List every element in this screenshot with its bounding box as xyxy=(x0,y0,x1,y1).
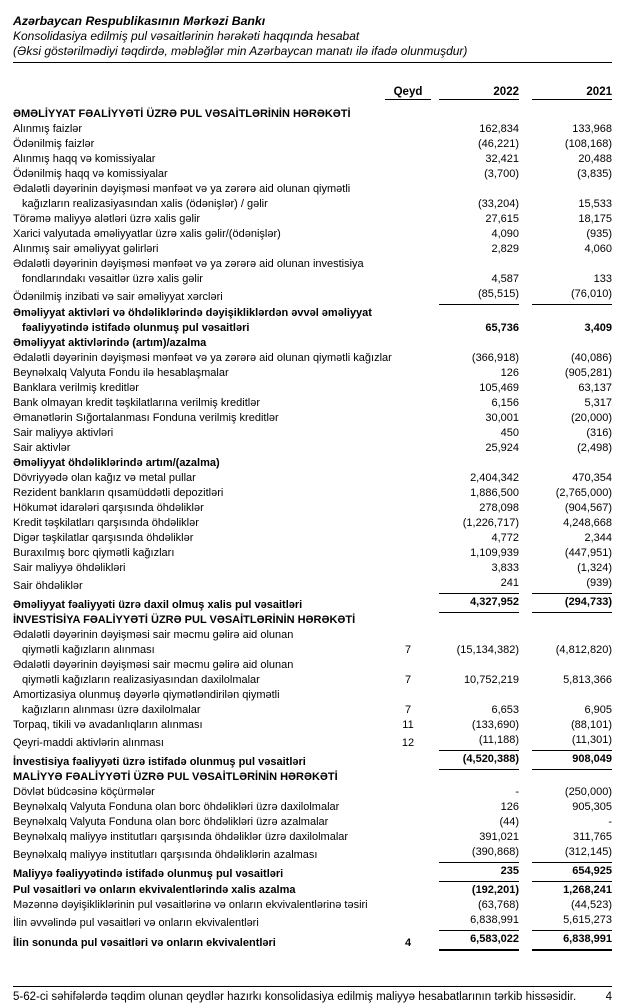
row-label-line: Sair öhdəliklər xyxy=(13,580,83,592)
amount-2021: (44,523) xyxy=(571,899,612,911)
row-label xyxy=(13,561,385,576)
row-label xyxy=(13,898,385,913)
amount-2021: 311,765 xyxy=(573,831,612,843)
row-label-line: İlin əvvəlində pul vəsaitləri və onların ekvivalentləri xyxy=(13,917,259,929)
row-label xyxy=(13,212,385,227)
amount-2021: (108,168) xyxy=(564,138,612,150)
row-label-line: fəaliyyətində istifadə olunmuş pul vəsaitləri xyxy=(22,322,250,334)
row-label xyxy=(13,411,385,426)
amount-2022: (1,226,717) xyxy=(462,517,519,529)
row-label-line: qiymətli kağızların alınması xyxy=(22,644,155,656)
row-label-line: Dövlət büdcəsinə köçürmələr xyxy=(13,786,155,798)
row-label xyxy=(13,598,385,613)
row-label-line: Ödənilmiş faizlər xyxy=(13,138,95,150)
row-label xyxy=(13,456,612,471)
row-label-line: Digər təşkilatlar qarşısında öhdəliklər xyxy=(13,532,194,544)
section-header-row xyxy=(13,107,612,122)
row-label-line: İnvestisiya fəaliyyəti üzrə istifadə olunmuş pul vəsaitləri xyxy=(13,756,306,768)
amount-2022: 391,021 xyxy=(479,831,519,843)
amount-2021: (447,951) xyxy=(564,547,612,559)
amount-2021: 2,344 xyxy=(584,532,612,544)
amount-2021: (312,145) xyxy=(532,845,612,863)
row-label-line: Ədalətli dəyərinin dəyişməsi sair məcmu gəlirə aid olunan xyxy=(13,629,294,641)
subsection-header-row xyxy=(13,336,612,351)
row-label xyxy=(13,867,385,882)
document-header xyxy=(13,14,612,63)
amount-2022: 6,156 xyxy=(491,397,519,409)
table-row xyxy=(13,381,612,396)
row-label xyxy=(13,531,385,546)
table-row xyxy=(13,628,612,658)
row-label xyxy=(13,441,385,456)
amount-2022: 4,327,952 xyxy=(439,595,519,613)
row-label-line: Alınmış haqq və komissiyalar xyxy=(13,153,156,165)
amount-2021: (904,567) xyxy=(564,502,612,514)
row-label xyxy=(13,628,385,658)
column-header-note: Qeyd xyxy=(385,86,431,100)
total-row xyxy=(13,932,612,951)
table-row xyxy=(13,182,612,212)
row-label xyxy=(13,613,612,628)
amount-2021: 133 xyxy=(593,273,612,285)
row-label xyxy=(13,916,385,931)
amount-2022: (192,201) xyxy=(471,884,519,896)
table-row xyxy=(13,242,612,257)
amount-2022: 162,834 xyxy=(479,123,519,135)
amount-2022: 65,736 xyxy=(485,322,519,334)
table-row xyxy=(13,531,612,546)
amount-2022: (46,221) xyxy=(478,138,519,150)
row-label-line: kağızların realizasiyasından xalis (ödənişlər) / gəlir xyxy=(22,198,268,210)
table-row xyxy=(13,688,612,718)
row-label-line: Alınmış faizlər xyxy=(13,123,83,135)
amount-2021: (939) xyxy=(532,576,612,594)
row-label-line: Torpaq, tikili və avadanlıqların alınması xyxy=(13,719,203,731)
amount-2021: 133,968 xyxy=(572,123,612,135)
table-row xyxy=(13,167,612,182)
row-label-line: Rezident bankların qısamüddətli depozitləri xyxy=(13,487,224,499)
amount-2021: (3,835) xyxy=(577,168,612,180)
amount-2021: (935) xyxy=(586,228,612,240)
amount-2022: 6,838,991 xyxy=(439,913,519,931)
amount-2022: 4,587 xyxy=(491,273,519,285)
amount-2022: 27,615 xyxy=(485,213,519,225)
table-row xyxy=(13,351,612,366)
row-label-line: qiymətli kağızların realizasiyasından daxilolmalar xyxy=(22,674,260,686)
row-label xyxy=(13,658,385,688)
total-row xyxy=(13,883,612,898)
amount-2021: 1,268,241 xyxy=(563,884,612,896)
amount-2021: 18,175 xyxy=(578,213,612,225)
amount-2021: (20,000) xyxy=(571,412,612,424)
table-row xyxy=(13,658,612,688)
amount-2021: (76,010) xyxy=(532,287,612,305)
amount-2021: 5,813,366 xyxy=(563,674,612,686)
amount-2022: 2,404,342 xyxy=(470,472,519,484)
total-row xyxy=(13,306,612,336)
row-label xyxy=(13,336,612,351)
row-label xyxy=(13,426,385,441)
currency-note: (Əksi göstərilmədiyi təqdirdə, məbləğlər min Azərbaycan manatı ilə ifadə olunmuşdur) xyxy=(13,44,468,58)
amount-2021: 654,925 xyxy=(532,864,612,882)
note-ref: 12 xyxy=(401,737,415,749)
amount-2021: (11,301) xyxy=(532,733,612,751)
row-label-line: Əməliyyat fəaliyyəti üzrə daxil olmuş xalis pul vəsaitləri xyxy=(13,599,303,611)
amount-2021: (316) xyxy=(586,427,612,439)
amount-2022: (133,690) xyxy=(471,719,519,731)
amount-2021: 3,409 xyxy=(584,322,612,334)
row-label xyxy=(13,351,392,366)
row-label-line: Buraxılmış borc qiymətli kağızları xyxy=(13,547,175,559)
row-label-line: Ədalətli dəyərinin dəyişməsi mənfəət və ya zərərə aid olunan qiymətli xyxy=(13,183,351,195)
table-row xyxy=(13,913,612,931)
row-label-line: İlin sonunda pul vəsaitləri və onların ekvivalentləri xyxy=(13,937,276,949)
table-row xyxy=(13,212,612,227)
amount-2022: (11,188) xyxy=(439,733,519,751)
row-label xyxy=(13,770,612,785)
amount-2022: 126 xyxy=(500,367,519,379)
amount-2021: (2,498) xyxy=(577,442,612,454)
row-label xyxy=(13,471,385,486)
row-label xyxy=(13,736,385,751)
amount-2021: 5,615,273 xyxy=(532,913,612,931)
amount-2022: 25,924 xyxy=(485,442,519,454)
row-label-line: Ədalətli dəyərinin dəyişməsi mənfəət və ya zərərə aid olunan investisiya xyxy=(13,258,364,270)
section-header-row xyxy=(13,613,612,628)
note-ref: 11 xyxy=(402,719,414,731)
note-ref: 7 xyxy=(404,704,412,716)
table-row xyxy=(13,733,612,751)
row-label-line: Sair maliyyə aktivləri xyxy=(13,427,114,439)
table-column-header xyxy=(13,86,612,100)
amount-2021: - xyxy=(608,816,612,828)
row-label xyxy=(13,306,385,336)
amount-2022: 6,653 xyxy=(491,704,519,716)
row-label-line: Beynəlxalq maliyyə institutları qarşısında öhdəliklər üzrə daxilolmalar xyxy=(13,831,349,843)
amount-2022: - xyxy=(515,786,519,798)
row-label xyxy=(13,848,385,863)
row-label-line: Qeyri-maddi aktivlərin alınması xyxy=(13,737,164,749)
amount-2022: (366,918) xyxy=(471,352,519,364)
row-label-line: Beynəlxalq Valyuta Fonduna olan borc öhdəlikləri üzrə azalmalar xyxy=(13,816,329,828)
table-row xyxy=(13,718,612,733)
note-ref: 7 xyxy=(404,644,412,656)
row-label xyxy=(13,501,385,516)
table-row xyxy=(13,576,612,594)
amount-2022: 278,098 xyxy=(479,502,519,514)
row-label xyxy=(13,800,385,815)
amount-2021: (2,765,000) xyxy=(555,487,612,499)
row-label xyxy=(13,815,385,830)
amount-2021: 6,838,991 xyxy=(532,932,612,951)
row-label xyxy=(13,486,385,501)
table-row xyxy=(13,800,612,815)
amount-2021: 905,305 xyxy=(572,801,612,813)
amount-2021: 908,049 xyxy=(532,752,612,770)
row-label-line: Alınmış sair əməliyyat gəlirləri xyxy=(13,243,159,255)
amount-2021: (4,812,820) xyxy=(555,644,612,656)
row-label xyxy=(13,257,385,287)
amount-2021: (294,733) xyxy=(532,595,612,613)
section-header-row xyxy=(13,770,612,785)
amount-2021: (1,324) xyxy=(577,562,612,574)
row-label-line: Bank olmayan kredit təşkilatlarına verilmiş kreditlər xyxy=(13,397,260,409)
row-label-line: Törəmə maliyyə alətləri üzrə xalis gəlir xyxy=(13,213,201,225)
amount-2022: 2,829 xyxy=(491,243,519,255)
row-label-line: Beynəlxalq maliyyə institutları qarşısında öhdəliklərin azalması xyxy=(13,849,318,861)
amount-2022: (15,134,382) xyxy=(456,644,519,656)
amount-2022: 1,886,500 xyxy=(470,487,519,499)
row-label xyxy=(13,785,385,800)
row-label xyxy=(13,546,385,561)
subsection-header-row xyxy=(13,456,612,471)
row-label xyxy=(13,755,385,770)
table-row xyxy=(13,898,612,913)
row-label xyxy=(13,883,385,898)
row-label-line: Sair maliyyə öhdəlikləri xyxy=(13,562,126,574)
page-footer xyxy=(13,986,612,1003)
row-label-line: Xarici valyutada əməliyyatlar üzrə xalis gəlir/(ödənişlər) xyxy=(13,228,281,240)
amount-2022: (3,700) xyxy=(484,168,519,180)
amount-2022: (85,515) xyxy=(439,287,519,305)
column-header-2021: 2021 xyxy=(532,86,612,100)
amount-2022: 30,001 xyxy=(485,412,519,424)
amount-2021: 63,137 xyxy=(578,382,612,394)
table-row xyxy=(13,426,612,441)
amount-2021: 470,354 xyxy=(572,472,612,484)
row-label-line: Ədalətli dəyərinin dəyişməsi mənfəət və ya zərərə aid olunan qiymətli kağızlar xyxy=(13,352,392,364)
table-row xyxy=(13,152,612,167)
amount-2022: (390,868) xyxy=(439,845,519,863)
table-row xyxy=(13,411,612,426)
row-label xyxy=(13,182,385,212)
table-row xyxy=(13,122,612,137)
row-label xyxy=(13,107,612,122)
amount-2022: (4,520,388) xyxy=(439,752,519,770)
amount-2022: 105,469 xyxy=(479,382,519,394)
table-row xyxy=(13,561,612,576)
table-row xyxy=(13,486,612,501)
row-label xyxy=(13,366,385,381)
amount-2021: 5,317 xyxy=(584,397,612,409)
row-label xyxy=(13,290,385,305)
row-label-line: Ödənilmiş inzibati və sair əməliyyat xərcləri xyxy=(13,291,223,303)
row-label xyxy=(13,688,385,718)
amount-2022: 126 xyxy=(500,801,519,813)
row-label-line: Sair aktivlər xyxy=(13,442,71,454)
row-label-line: Əməliyyat aktivlərində (artım)/azalma xyxy=(13,337,207,349)
row-label-line: Amortizasiya olunmuş dəyərlə qiymətləndirilən qiymətli xyxy=(13,689,280,701)
amount-2021: (250,000) xyxy=(564,786,612,798)
table-row xyxy=(13,830,612,845)
table-row xyxy=(13,845,612,863)
row-label-line: Ödənilmiş haqq və komissiyalar xyxy=(13,168,168,180)
amount-2022: 4,772 xyxy=(491,532,519,544)
amount-2021: (88,101) xyxy=(571,719,612,731)
table-row xyxy=(13,815,612,830)
row-label xyxy=(13,227,385,242)
table-row xyxy=(13,501,612,516)
row-label xyxy=(13,516,385,531)
table-row xyxy=(13,366,612,381)
row-label xyxy=(13,579,385,594)
amount-2021: (905,281) xyxy=(564,367,612,379)
amount-2021: 4,060 xyxy=(584,243,612,255)
table-row xyxy=(13,546,612,561)
row-label-line: Dövriyyədə olan kağız və metal pullar xyxy=(13,472,196,484)
amount-2021: 15,533 xyxy=(578,198,612,210)
total-row xyxy=(13,864,612,882)
bank-name: Azərbaycan Respublikasının Mərkəzi Bankı xyxy=(13,14,266,28)
row-label xyxy=(13,137,385,152)
total-row xyxy=(13,752,612,770)
row-label xyxy=(13,396,385,411)
row-label-line: Əmanətlərin Sığortalanması Fonduna verilmiş kreditlər xyxy=(13,412,279,424)
amount-2022: 32,421 xyxy=(485,153,519,165)
row-label-line: Məzənnə dəyişikliklərinin pul vəsaitlərinə və onların ekvivalentlərinə təsiri xyxy=(13,899,368,911)
row-label-line: Kredit təşkilatları qarşısında öhdəliklər xyxy=(13,517,199,529)
amount-2022: (44) xyxy=(499,816,519,828)
row-label-line: Əməliyyat aktivləri və öhdəliklərində dəyişikliklərdən əvvəl əməliyyat xyxy=(13,307,372,319)
row-label-line: İNVESTİSİYA FƏALİYYƏTİ ÜZRƏ PUL VƏSAİTLƏRİNİN HƏRƏKƏTİ xyxy=(13,614,356,626)
row-label-line: Əməliyyat öhdəliklərində artım/(azalma) xyxy=(13,457,220,469)
amount-2022: (33,204) xyxy=(478,198,519,210)
amount-2021: 20,488 xyxy=(578,153,612,165)
row-label-line: kağızların alınması üzrə daxilolmalar xyxy=(22,704,201,716)
note-ref: 4 xyxy=(404,937,412,949)
report-title: Konsolidasiya edilmiş pul vəsaitlərinin hərəkəti haqqında hesabat xyxy=(13,29,360,43)
amount-2022: 3,833 xyxy=(491,562,519,574)
amount-2022: 4,090 xyxy=(491,228,519,240)
table-row xyxy=(13,227,612,242)
row-label xyxy=(13,830,385,845)
cash-flow-table xyxy=(13,107,612,951)
total-row xyxy=(13,595,612,613)
row-label xyxy=(13,167,385,182)
table-row xyxy=(13,137,612,152)
row-label xyxy=(13,381,385,396)
table-row xyxy=(13,785,612,800)
amount-2022: 1,109,939 xyxy=(470,547,519,559)
row-label-line: Ədalətli dəyərinin dəyişməsi sair məcmu gəlirə aid olunan xyxy=(13,659,294,671)
row-label-line: MALİYYƏ FƏALİYYƏTİ ÜZRƏ PUL VƏSAİTLƏRİNİN HƏRƏKƏTİ xyxy=(13,771,338,783)
amount-2022: 235 xyxy=(439,864,519,882)
table-row xyxy=(13,516,612,531)
row-label-line: Banklara verilmiş kreditlər xyxy=(13,382,139,394)
amount-2022: 10,752,219 xyxy=(463,674,519,686)
amount-2022: 241 xyxy=(439,576,519,594)
column-header-2022: 2022 xyxy=(439,86,519,100)
amount-2021: (40,086) xyxy=(571,352,612,364)
amount-2021: 4,248,668 xyxy=(563,517,612,529)
row-label-line: Beynəlxalq Valyuta Fondu ilə hesablaşmalar xyxy=(13,367,229,379)
row-label xyxy=(13,152,385,167)
amount-2022: 6,583,022 xyxy=(439,932,519,951)
row-label-line: Hökumət idarələri qarşısında öhdəliklər xyxy=(13,502,204,514)
page-number: 4 xyxy=(605,991,612,1003)
table-row xyxy=(13,257,612,287)
footer-note: 5-62-ci səhifələrdə təqdim olunan qeydlər hazırkı konsolidasiya edilmiş maliyyə hesabatlarının tərkib hissəsidir. xyxy=(13,991,577,1003)
table-row xyxy=(13,441,612,456)
row-label xyxy=(13,242,385,257)
note-ref: 7 xyxy=(404,674,412,686)
table-row xyxy=(13,396,612,411)
amount-2022: (63,768) xyxy=(478,899,519,911)
row-label-line: Maliyyə fəaliyyətində istifadə olunmuş pul vəsaitləri xyxy=(13,868,284,880)
row-label xyxy=(13,718,385,733)
row-label-line: ƏMƏLİYYAT FƏALİYYƏTİ ÜZRƏ PUL VƏSAİTLƏRİNİN HƏRƏKƏTİ xyxy=(13,108,351,120)
row-label-line: fondlarındakı vəsaitlər üzrə xalis gəlir xyxy=(22,273,203,285)
table-row xyxy=(13,287,612,305)
row-label-line: Pul vəsaitləri və onların ekvivalentlərində xalis azalma xyxy=(13,884,296,896)
row-label xyxy=(13,936,385,951)
amount-2022: 450 xyxy=(500,427,519,439)
table-row xyxy=(13,471,612,486)
amount-2021: 6,905 xyxy=(584,704,612,716)
row-label xyxy=(13,122,385,137)
row-label-line: Beynəlxalq Valyuta Fonduna olan borc öhdəlikləri üzrə daxilolmalar xyxy=(13,801,340,813)
